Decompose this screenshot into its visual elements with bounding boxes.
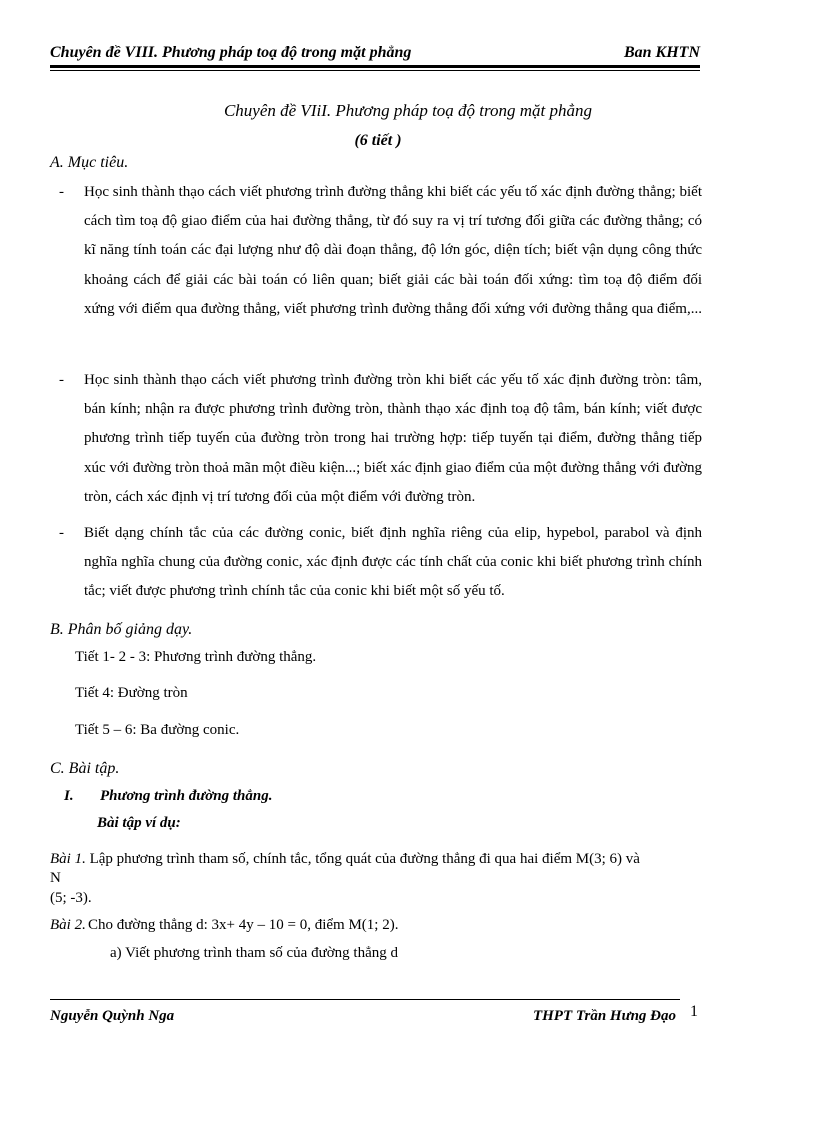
exercise-2-part-a: a) Viết phương trình tham số của đường thẳng d (110, 945, 398, 961)
section-a-heading: A. Mục tiêu. (50, 154, 129, 171)
subsection-title: Phương trình đường thẳng. (100, 788, 273, 804)
subsection-heading (64, 787, 272, 806)
bullet-dash: - (59, 525, 64, 541)
exercise-1-line (50, 850, 640, 869)
document-title: Chuyên đề VIiI. Phương pháp toạ độ trong mặt phẳng (223, 101, 593, 120)
schedule-line: Tiết 1- 2 - 3: Phương trình đường thẳng. (75, 649, 317, 665)
example-heading: Bài tập ví dụ: (97, 815, 181, 831)
header-chapter-title: Chuyên đề VIII. Phương pháp toạ độ trong mặt phẳng (50, 44, 412, 61)
section-b-heading: B. Phân bố giảng dạy. (50, 621, 193, 638)
exercise-1-continuation: N (50, 870, 61, 886)
footer-author: Nguyễn Quỳnh Nga (50, 1008, 175, 1024)
footer-rule (50, 999, 680, 1000)
page-number: 1 (690, 1003, 698, 1020)
document-subtitle: (6 tiết ) (354, 132, 402, 149)
exercise-1-continuation: (5; -3). (50, 890, 92, 906)
footer-school: THPT Trần Hưng Đạo (532, 1008, 676, 1024)
objective-item: Biết dạng chính tắc của các đường conic, biết định nghĩa riêng của elip, hypebol, parabol và định nghĩa nghĩa chung của đường conic, xác định được các tính chất của conic khi biết phương trình chính tắc; viết được phương trình chính tắc của conic khi biết một số yếu tố. (84, 525, 702, 600)
exercise-text: Lập phương trình tham số, chính tắc, tổng quát của đường thẳng đi qua hai điểm M(3; 6) và (89, 851, 640, 867)
header-rule-thick (50, 65, 700, 68)
exercise-text: Cho đường thẳng d: 3x+ 4y – 10 = 0, điểm M(1; 2). (88, 917, 399, 933)
header-department: Ban KHTN (623, 44, 700, 61)
bullet-dash: - (59, 372, 64, 388)
exercise-2-line (50, 916, 398, 935)
schedule-line: Tiết 5 – 6: Ba đường conic. (75, 722, 240, 738)
section-c-heading: C. Bài tập. (50, 760, 120, 777)
subsection-number: I. (64, 788, 74, 804)
exercise-label: Bài 2. (50, 917, 86, 933)
bullet-dash: - (59, 184, 64, 200)
objective-item: Học sinh thành thạo cách viết phương trình đường tròn khi biết các yếu tố xác định đường tròn: tâm, bán kính; nhận ra được phương trình đường tròn, thành thạo xác định toạ độ tâm, bán kính; viết được phương trình tiếp tuyến của đường tròn trong hai trường hợp: tiếp tuyến tại điểm, đường thẳng tiếp xúc với đường tròn thoả mãn một điều kiện...; biết xác định giao điểm của một đường thẳng với đường tròn, cách xác định vị trí tương đối của một điểm với đường tròn. (84, 372, 702, 505)
objective-item: Học sinh thành thạo cách viết phương trình đường thẳng khi biết các yếu tố xác định đường thẳng; biết cách tìm toạ độ giao điểm của hai đường thẳng, từ đó suy ra vị trí tương đối giữa các đường thẳng; có kĩ năng tính toán các đại lượng như độ dài đoạn thẳng, độ lớn góc, diện tích; biết vận dụng công thức khoảng cách để giải các bài toán có liên quan; biết giải các bài toán đối xứng: tìm toạ độ điểm đối xứng với điểm qua đường thẳng, viết phương trình đường thẳng đối xứng với đường thẳng qua điểm,... (84, 184, 702, 317)
exercise-label: Bài 1. (50, 851, 86, 867)
header-rule-thin (50, 70, 700, 71)
schedule-line: Tiết 4: Đường tròn (75, 685, 188, 701)
